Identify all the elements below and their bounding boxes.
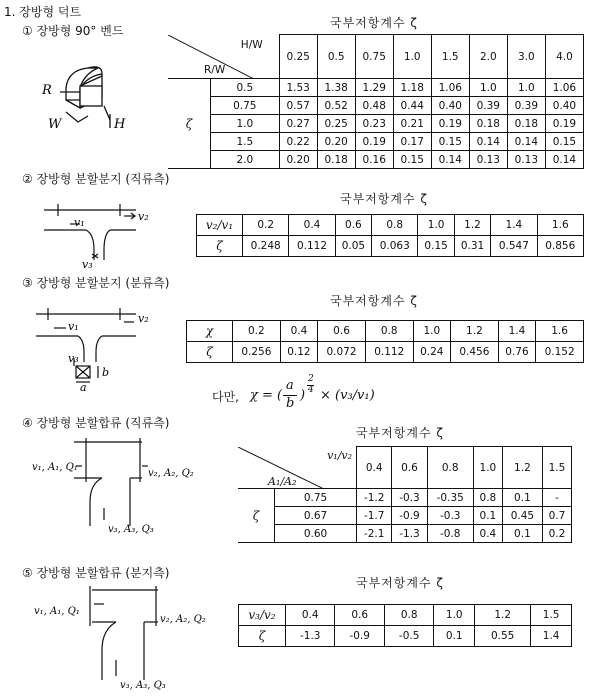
s3-formula-rhs: ) xyxy=(300,388,306,403)
s3-cell: 0.072 xyxy=(318,342,366,363)
s2-col: 0.6 xyxy=(335,215,371,236)
s5-in1-label: v₁, A₁, Q₁ xyxy=(34,606,80,617)
s3-cell: 0.456 xyxy=(451,342,499,363)
s3-formula-tail: × (v₃/v₁) xyxy=(320,388,375,403)
s3-cell: 0.256 xyxy=(233,342,281,363)
s1-col: 0.5 xyxy=(317,35,355,79)
s1-cell: 0.20 xyxy=(279,151,317,169)
s1-cell: 0.40 xyxy=(545,97,583,115)
s1-table xyxy=(168,34,584,169)
s1-cell: 0.25 xyxy=(317,115,355,133)
s1-cell: 0.18 xyxy=(507,115,545,133)
s2-col: 1.0 xyxy=(418,215,454,236)
s1-cell: 1.06 xyxy=(545,79,583,97)
s2-cell: 0.856 xyxy=(537,236,583,257)
s4-cell: -1.2 xyxy=(357,489,392,507)
s1-cell: 0.21 xyxy=(393,115,431,133)
s4-in3-label: v₃, A₃, Q₃ xyxy=(108,524,154,535)
s1-col: 0.75 xyxy=(355,35,393,79)
s4-row-header: 0.67 xyxy=(275,507,357,525)
s1-cell: 0.19 xyxy=(545,115,583,133)
s5-col: 1.5 xyxy=(531,605,572,626)
s1-zeta-label: ζ xyxy=(168,79,211,169)
s3-col: 0.2 xyxy=(233,321,281,342)
s5-col: 0.4 xyxy=(286,605,335,626)
s1-h-label: H xyxy=(114,117,126,132)
s1-cell: 0.14 xyxy=(431,151,469,169)
s4-col: 0.4 xyxy=(357,447,392,489)
s2-cell: 0.547 xyxy=(491,236,537,257)
s1-row-header: 1.0 xyxy=(211,115,280,133)
s3-col: 0.6 xyxy=(318,321,366,342)
s1-cell: 0.18 xyxy=(469,115,507,133)
s3-cell: 0.152 xyxy=(536,342,584,363)
s2-zeta-label: ζ xyxy=(197,236,243,257)
s5-caption: 국부저항계수 ζ xyxy=(356,576,444,590)
s3-note-prefix: 다만, xyxy=(212,390,239,404)
s3-formula-exp-den: 4 xyxy=(308,385,314,395)
s4-caption: 국부저항계수 ζ xyxy=(356,426,444,440)
s3-branch-diagram xyxy=(32,296,152,392)
s5-cell: 1.4 xyxy=(531,626,572,647)
s2-col: 0.2 xyxy=(243,215,289,236)
s4-cell: -1.3 xyxy=(392,525,427,543)
s1-w-label: W xyxy=(48,117,62,132)
s1-cell: 0.52 xyxy=(317,97,355,115)
s4-table xyxy=(238,446,572,543)
s1-cell: 1.53 xyxy=(279,79,317,97)
s2-cell: 0.31 xyxy=(454,236,490,257)
s2-row-header: v₂/v₁ xyxy=(197,215,243,236)
s5-zeta-label: ζ xyxy=(239,626,286,647)
s4-row-header: 0.60 xyxy=(275,525,357,543)
s4-cell: 0.4 xyxy=(473,525,502,543)
s1-cell: 0.14 xyxy=(545,151,583,169)
s1-cell: 0.14 xyxy=(469,133,507,151)
s1-cell: 0.48 xyxy=(355,97,393,115)
s5-cell: 0.55 xyxy=(475,626,531,647)
s3-caption: 국부저항계수 ζ xyxy=(330,294,418,308)
s1-cell: 0.22 xyxy=(279,133,317,151)
s1-col: 3.0 xyxy=(507,35,545,79)
s2-v3-label: v₃ xyxy=(82,258,93,271)
s1-corner-cell xyxy=(168,35,279,79)
s5-col: 1.0 xyxy=(434,605,475,626)
s5-merge-diagram xyxy=(32,584,212,694)
s4-col: 0.6 xyxy=(392,447,427,489)
s2-cell: 0.112 xyxy=(289,236,335,257)
s2-branch-diagram xyxy=(40,196,160,272)
s1-cell: 1.18 xyxy=(393,79,431,97)
s4-cell: - xyxy=(542,489,571,507)
s1-cell: 1.0 xyxy=(507,79,545,97)
s4-zeta-label: ζ xyxy=(238,489,275,543)
s1-cell: 0.40 xyxy=(431,97,469,115)
s1-col: 0.25 xyxy=(279,35,317,79)
s4-cell: -0.35 xyxy=(427,489,473,507)
s3-formula-lhs: χ = ( xyxy=(250,388,283,403)
s1-cell: 0.15 xyxy=(431,133,469,151)
s4-cell: 0.2 xyxy=(542,525,571,543)
s5-row-header: v₃/v₂ xyxy=(239,605,286,626)
s5-cell: 0.1 xyxy=(434,626,475,647)
s3-cell: 0.12 xyxy=(280,342,317,363)
s1-col: 1.5 xyxy=(431,35,469,79)
s1-row-header: 0.75 xyxy=(211,97,280,115)
s4-header-v: v₁/v₂ xyxy=(327,448,353,462)
s2-v1-label: v₁ xyxy=(74,216,85,229)
s3-col: 1.2 xyxy=(451,321,499,342)
s3-v3-label: v₃ xyxy=(68,352,79,365)
s1-cell: 0.18 xyxy=(317,151,355,169)
s2-col: 1.4 xyxy=(491,215,537,236)
s3-col: 1.0 xyxy=(413,321,450,342)
s3-title: ③ 장방형 분할분지 (분류측) xyxy=(22,276,170,290)
s1-cell: 0.20 xyxy=(317,133,355,151)
s4-cell: 0.8 xyxy=(473,489,502,507)
s2-col: 1.2 xyxy=(454,215,490,236)
s3-col: 1.4 xyxy=(498,321,535,342)
s4-cell: -0.8 xyxy=(427,525,473,543)
s3-cell: 0.112 xyxy=(365,342,413,363)
s3-b-label: b xyxy=(102,366,110,379)
s4-cell: -0.3 xyxy=(427,507,473,525)
s1-row-header: 0.5 xyxy=(211,79,280,97)
s4-corner-cell xyxy=(238,447,357,489)
s1-col: 2.0 xyxy=(469,35,507,79)
section-title: 1. 장방형 덕트 xyxy=(4,5,82,19)
s4-col: 1.0 xyxy=(473,447,502,489)
s3-col: 1.6 xyxy=(536,321,584,342)
s5-in3-label: v₃, A₃, Q₃ xyxy=(120,680,166,691)
s4-out2-label: v₂, A₂, Q₂ xyxy=(148,468,194,479)
s3-formula-exp-num: 2 xyxy=(308,374,314,384)
s4-cell: 0.1 xyxy=(502,489,542,507)
s5-cell: -0.5 xyxy=(384,626,433,647)
s1-bend-diagram xyxy=(38,62,138,142)
s2-col: 0.8 xyxy=(372,215,418,236)
s4-cell: -2.1 xyxy=(357,525,392,543)
s2-table xyxy=(196,214,584,257)
s1-cell: 0.39 xyxy=(469,97,507,115)
s3-formula-den: b xyxy=(286,396,295,411)
s3-col: 0.8 xyxy=(365,321,413,342)
s2-col: 0.4 xyxy=(289,215,335,236)
s4-title: ④ 장방형 분할합류 (직류측) xyxy=(22,416,170,430)
s3-a-label: a xyxy=(80,381,87,392)
s2-caption: 국부저항계수 ζ xyxy=(340,192,428,206)
s1-r-label: R xyxy=(42,83,52,98)
s4-col: 0.8 xyxy=(427,447,473,489)
s1-cell: 0.27 xyxy=(279,115,317,133)
s3-col: 0.4 xyxy=(280,321,317,342)
s1-cell: 0.17 xyxy=(393,133,431,151)
s3-row-header: χ xyxy=(187,321,233,342)
s1-cell: 0.19 xyxy=(355,133,393,151)
s1-header-rw: R/W xyxy=(204,64,226,76)
s4-col: 1.2 xyxy=(502,447,542,489)
s5-title: ⑤ 장방형 분할합류 (분지측) xyxy=(22,566,170,580)
s4-header-a: A₁/A₂ xyxy=(268,475,297,488)
s1-cell: 0.19 xyxy=(431,115,469,133)
s4-cell: 0.45 xyxy=(502,507,542,525)
s1-cell: 0.23 xyxy=(355,115,393,133)
s1-cell: 0.15 xyxy=(393,151,431,169)
s4-cell: -1.7 xyxy=(357,507,392,525)
s1-cell: 1.38 xyxy=(317,79,355,97)
s2-cell: 0.05 xyxy=(335,236,371,257)
s5-cell: -1.3 xyxy=(286,626,335,647)
s1-cell: 0.39 xyxy=(507,97,545,115)
s1-cell: 1.29 xyxy=(355,79,393,97)
s2-title: ② 장방형 분할분지 (직류측) xyxy=(22,172,170,186)
s1-cell: 0.44 xyxy=(393,97,431,115)
s4-row-header: 0.75 xyxy=(275,489,357,507)
s1-cell: 0.14 xyxy=(507,133,545,151)
s1-cell: 0.16 xyxy=(355,151,393,169)
s3-cell: 0.76 xyxy=(498,342,535,363)
s1-cell: 0.15 xyxy=(545,133,583,151)
s1-cell: 1.06 xyxy=(431,79,469,97)
s4-cell: -0.9 xyxy=(392,507,427,525)
s4-in1-label: v₁, A₁, Q₁ xyxy=(32,462,78,473)
s3-v2-label: v₂ xyxy=(138,312,149,325)
s1-cell: 0.13 xyxy=(507,151,545,169)
s4-cell: -0.3 xyxy=(392,489,427,507)
s5-out2-label: v₂, A₂, Q₂ xyxy=(160,614,206,625)
s3-table xyxy=(186,320,584,363)
s5-table xyxy=(238,604,572,647)
s1-cell: 0.57 xyxy=(279,97,317,115)
s1-title: ① 장방형 90° 벤드 xyxy=(22,24,124,38)
s1-col: 4.0 xyxy=(545,35,583,79)
s2-v2-label: v₂ xyxy=(138,210,149,223)
s1-cell: 0.13 xyxy=(469,151,507,169)
s3-cell: 0.24 xyxy=(413,342,450,363)
s2-cell: 0.063 xyxy=(372,236,418,257)
s2-cell: 0.248 xyxy=(243,236,289,257)
s3-formula-num: a xyxy=(286,378,294,393)
s1-caption: 국부저항계수 ζ xyxy=(330,16,418,30)
s2-cell: 0.15 xyxy=(418,236,454,257)
s2-col: 1.6 xyxy=(537,215,583,236)
s4-cell: 0.1 xyxy=(502,525,542,543)
s1-row-header: 2.0 xyxy=(211,151,280,169)
s3-zeta-label: ζ xyxy=(187,342,233,363)
s5-col: 0.8 xyxy=(384,605,433,626)
s1-cell: 1.0 xyxy=(469,79,507,97)
s5-col: 1.2 xyxy=(475,605,531,626)
s3-v1-label: v₁ xyxy=(68,320,79,333)
s4-cell: 0.1 xyxy=(473,507,502,525)
s4-cell: 0.7 xyxy=(542,507,571,525)
s5-cell: -0.9 xyxy=(335,626,384,647)
s4-col: 1.5 xyxy=(542,447,571,489)
s1-header-hw: H/W xyxy=(240,38,263,51)
s4-merge-diagram xyxy=(30,436,200,536)
s1-row-header: 1.5 xyxy=(211,133,280,151)
s5-col: 0.6 xyxy=(335,605,384,626)
s1-col: 1.0 xyxy=(393,35,431,79)
